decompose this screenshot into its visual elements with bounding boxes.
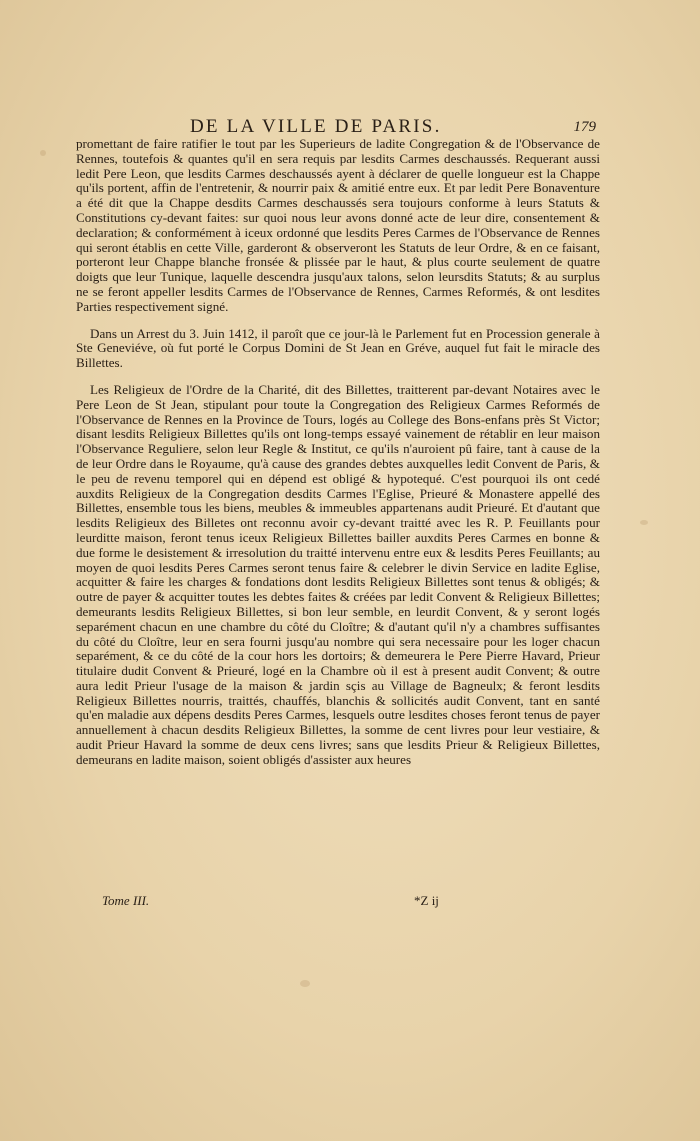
paper-stain [300,980,310,987]
paragraph-1: promettant de faire ratifier le tout par les Superieurs de ladite Congregation & de l'Observance de Rennes, toutefois & quantes qu'il en sera requis par lesdits Carmes deschaussés. Requerant aussi ledit Pere Leon, que lesdits Carmes deschaussés ayent à déclarer de quelle longueur est la Chappe qu'ils portent, affin de l'entretenir, & nourrir paix & amitié entre eux. Et par ledit Pere Bonaventure a été dit que la Chappe desdits Carmes deschaussés sera toujours conforme à leurs Statuts & Constitutions cy-devant faites: sur quoi nous leur avons donné acte de leur dire, consentement & declaration; & conformément à iceux ordonné que lesdits Peres Carmes de l'Observance de Rennes qui seront établis en cette Ville, garderont & observeront les Statuts de leur Ordre, & en ce faisant, porteront leur Chappe blanche fronsée & plissée par le haut, & plus courte seulement de quatre doigts que leur Tunique, laquelle descendra jusqu'aux talons, selon leursdits Statuts; & au surplus ne se feront appeller lesdits Carmes de l'Observance de Rennes, Carmes Reformés, & ont lesdites Parties respectivement signé. [76,136,600,314]
volume-mark: Tome III. [102,893,150,908]
paper-stain [640,520,648,525]
page-number: 179 [573,119,596,135]
paragraph-3: Les Religieux de l'Ordre de la Charité, dit des Billettes, traitterent par-devant Notaires avec le Pere Leon de St Jean, stipulant pour toute la Congregation des Religieux Carmes Reformés de l'Observance de Rennes en la Province de Tours, logés au College des Bons-enfans près St Victor; disant lesdits Religieux Billettes qu'ils ont long-temps essayé vainement de rétablir en leur maison l'Observance Reguliere, selon leur Regle & Institut, ce qu'ils n'auroient pû faire, tant à cause de la de leur Ordre dans le Royaume, qu'à cause des grandes debtes auxquelles ledit Convent de Paris, & le peu de revenu temporel qui en dépend est obligé & hypotequé. C'est pourquoi ils ont cedé auxdits Religieux de la Congregation desdits Carmes l'Eglise, Prieuré & Monastere appellé des Billettes, ensemble tous les biens, meubles & immeubles appartenans audit Prieuré. Et d'autant que lesdits Religieux des Billetes ont reconnu avoir cy-devant traitté avec les R. P. Feuillants pour leurditte maison, feront tenus iceux Religieux Billettes bailler auxdits Peres Carmes en bonne & due forme le desistement & irresolution du traitté intervenu entre eux & lesdits Peres Feuillants; au moyen de quoi lesdits Peres Carmes seront tenus faire & celebrer le divin Service en ladite Eglise, acquitter & faire les charges & fondations dont lesdits Religieux Billettes sont tenus & obligés; & outre de payer & acquitter toutes les debtes faites & créées par ledit Convent & Religieux Billettes; demeurants lesdits Religieux Billettes, si bon leur semble, en leurdit Convent, & y seront logés separément chacun en une chambre du côté du Cloître; & d'autant qu'il n'y a chambres suffisantes du côté du Cloître, leur en sera fourni jusqu'au nombre qui sera necessaire pour les loger chacun separément, & ce du côté de la cour hors les dortoirs; & demeurera le Pere Pierre Havard, Prieur titulaire dudit Convent & Prieuré, logé en la Chambre où il est à present audit Convent; & outre aura ledit Prieur l'usage de la maison & jardin sçis au Village de Bagneulx; & feront lesdits Religieux Billettes nourris, traittés, chauffés, blanchis & sollicités audit Convent, tant en santé qu'en maladie aux dépens desdits Peres Carmes, lesquels outre lesdites choses feront tenus de payer annuellement à chacun desdits Religieux Billettes, la somme de cent livres pour leur vestiaire, & audit Prieur Havard la somme de deux cens livres; sans que lesdits Prieur & Religieux Billettes, demeurans en ladite maison, soient obligés d'assister aux heures [76,381,600,767]
page-footer [102,893,462,911]
paper-stain [40,150,46,156]
body-text [76,137,600,768]
running-title: DE LA VILLE DE PARIS. [190,116,442,137]
paragraph-2: Dans un Arrest du 3. Juin 1412, il paroît que ce jour-là le Parlement fut en Procession generale à Ste Geneviéve, où fut porté le Corpus Domini de St Jean en Gréve, auquel fut fait le miracle des Billettes. [76,325,600,371]
signature-mark: *Z ij [414,893,439,908]
